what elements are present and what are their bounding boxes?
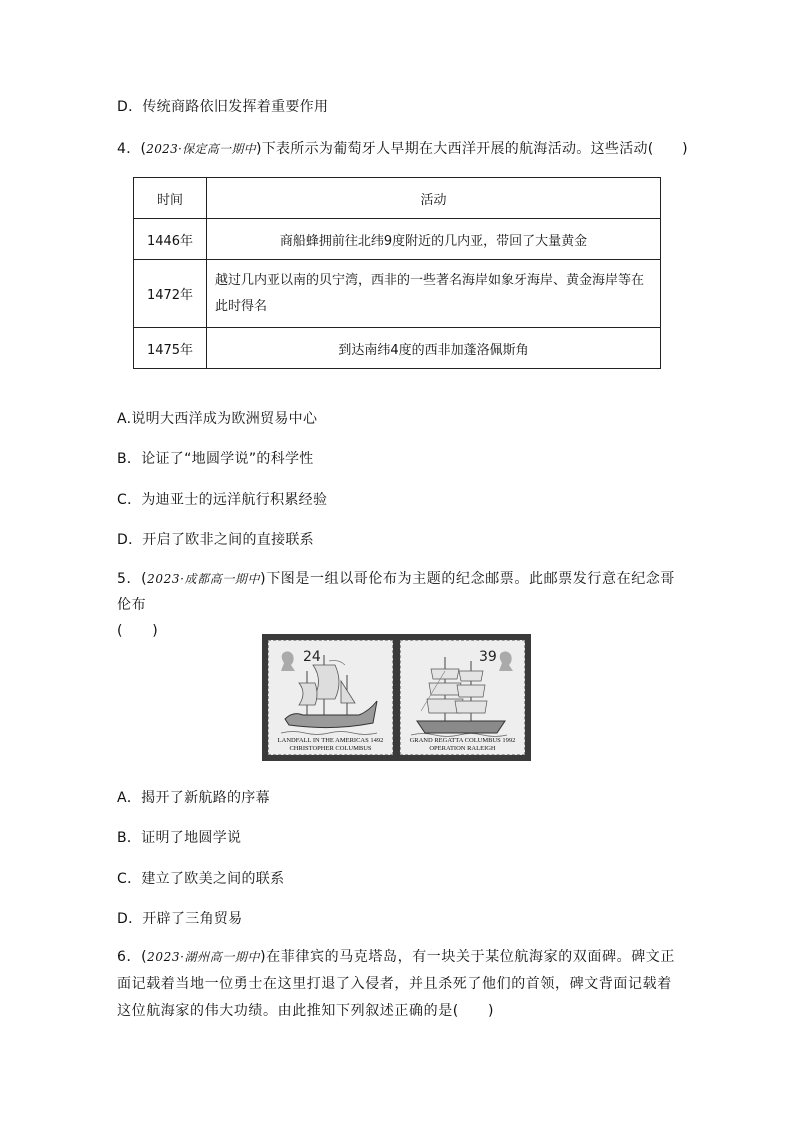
q4-stem-text: )下表所示为葡萄牙人早期在大西洋开展的航海活动。这些活动( )	[255, 141, 688, 157]
q6-stem-text: )在菲律宾的马克塔岛，有一块关于某位航海家的双面碑。碑文正面记载着当地一位勇士在这里打退了入侵者，并且杀死了他们的首领，碑文背面记载着这位航海家的伟大功绩。由此推知下列叙述正确的是( )	[117, 949, 676, 1019]
stamp-left-caption-2: CHRISTOPHER COLUMBUS	[289, 745, 372, 752]
row-year: 1446年	[134, 219, 207, 260]
header-activity: 活动	[207, 178, 661, 219]
table-header-row	[134, 178, 661, 219]
q5-option-b: B．证明了地圆学说	[117, 830, 242, 846]
q4-option-c: C．为迪亚士的远洋航行积累经验	[117, 492, 328, 508]
q6-number: 6．(	[117, 949, 148, 965]
row-activity: 到达南纬4度的西非加蓬洛佩斯角	[207, 328, 661, 369]
stamp-left-caption-1: LANDFALL IN THE AMERICAS 1492	[277, 737, 384, 744]
q6-stem	[117, 944, 679, 1025]
voyage-table	[133, 177, 661, 369]
stamp-left	[268, 640, 393, 755]
stamp-right-value: 39	[479, 649, 497, 665]
stamp-right-caption-2: OPERATION RALEIGH	[429, 745, 496, 752]
stamp-right-caption-1: GRAND REGATTA COLUMBUS 1992	[409, 737, 516, 744]
row-year: 1472年	[134, 260, 207, 328]
q5-stem	[117, 566, 679, 644]
header-time: 时间	[134, 178, 207, 219]
q4-option-a: A.说明大西洋成为欧洲贸易中心	[117, 411, 318, 427]
table-row	[134, 260, 661, 328]
q4-source: 2023·保定高一期中	[146, 142, 256, 156]
q4-stem	[117, 138, 688, 158]
q5-stem-text: )下图是一组以哥伦布为主题的纪念邮票。此邮票发行意在纪念哥伦布	[117, 571, 676, 613]
q3-option-d: D．传统商路依旧发挥着重要作用	[117, 99, 329, 115]
q4-option-b: B．论证了“地圆学说”的科学性	[117, 451, 314, 467]
row-year: 1475年	[134, 328, 207, 369]
q4-option-d: D．开启了欧非之间的直接联系	[117, 532, 314, 548]
row-activity: 越过几内亚以南的贝宁湾，西非的一些著名海岸如象牙海岸、黄金海岸等在此时得名	[207, 260, 661, 328]
q5-option-c: C．建立了欧美之间的联系	[117, 871, 285, 887]
q5-answer-blank: ( )	[117, 623, 159, 639]
stamp-right	[400, 640, 525, 755]
table-row	[134, 328, 661, 369]
q5-number: 5．(	[117, 571, 148, 587]
q5-source: 2023·成都高一期中	[147, 572, 261, 586]
q4-number: 4．(	[117, 141, 147, 157]
row-activity: 商船蜂拥前往北纬9度附近的几内亚，带回了大量黄金	[207, 219, 661, 260]
stamp-left-value: 24	[303, 649, 321, 665]
table-row	[134, 219, 661, 260]
q6-source: 2023·湖州高一期中	[147, 950, 261, 964]
q5-option-a: A．揭开了新航路的序幕	[117, 790, 270, 806]
q5-option-d: D．开辟了三角贸易	[117, 911, 243, 927]
columbus-stamps-image	[262, 634, 531, 761]
